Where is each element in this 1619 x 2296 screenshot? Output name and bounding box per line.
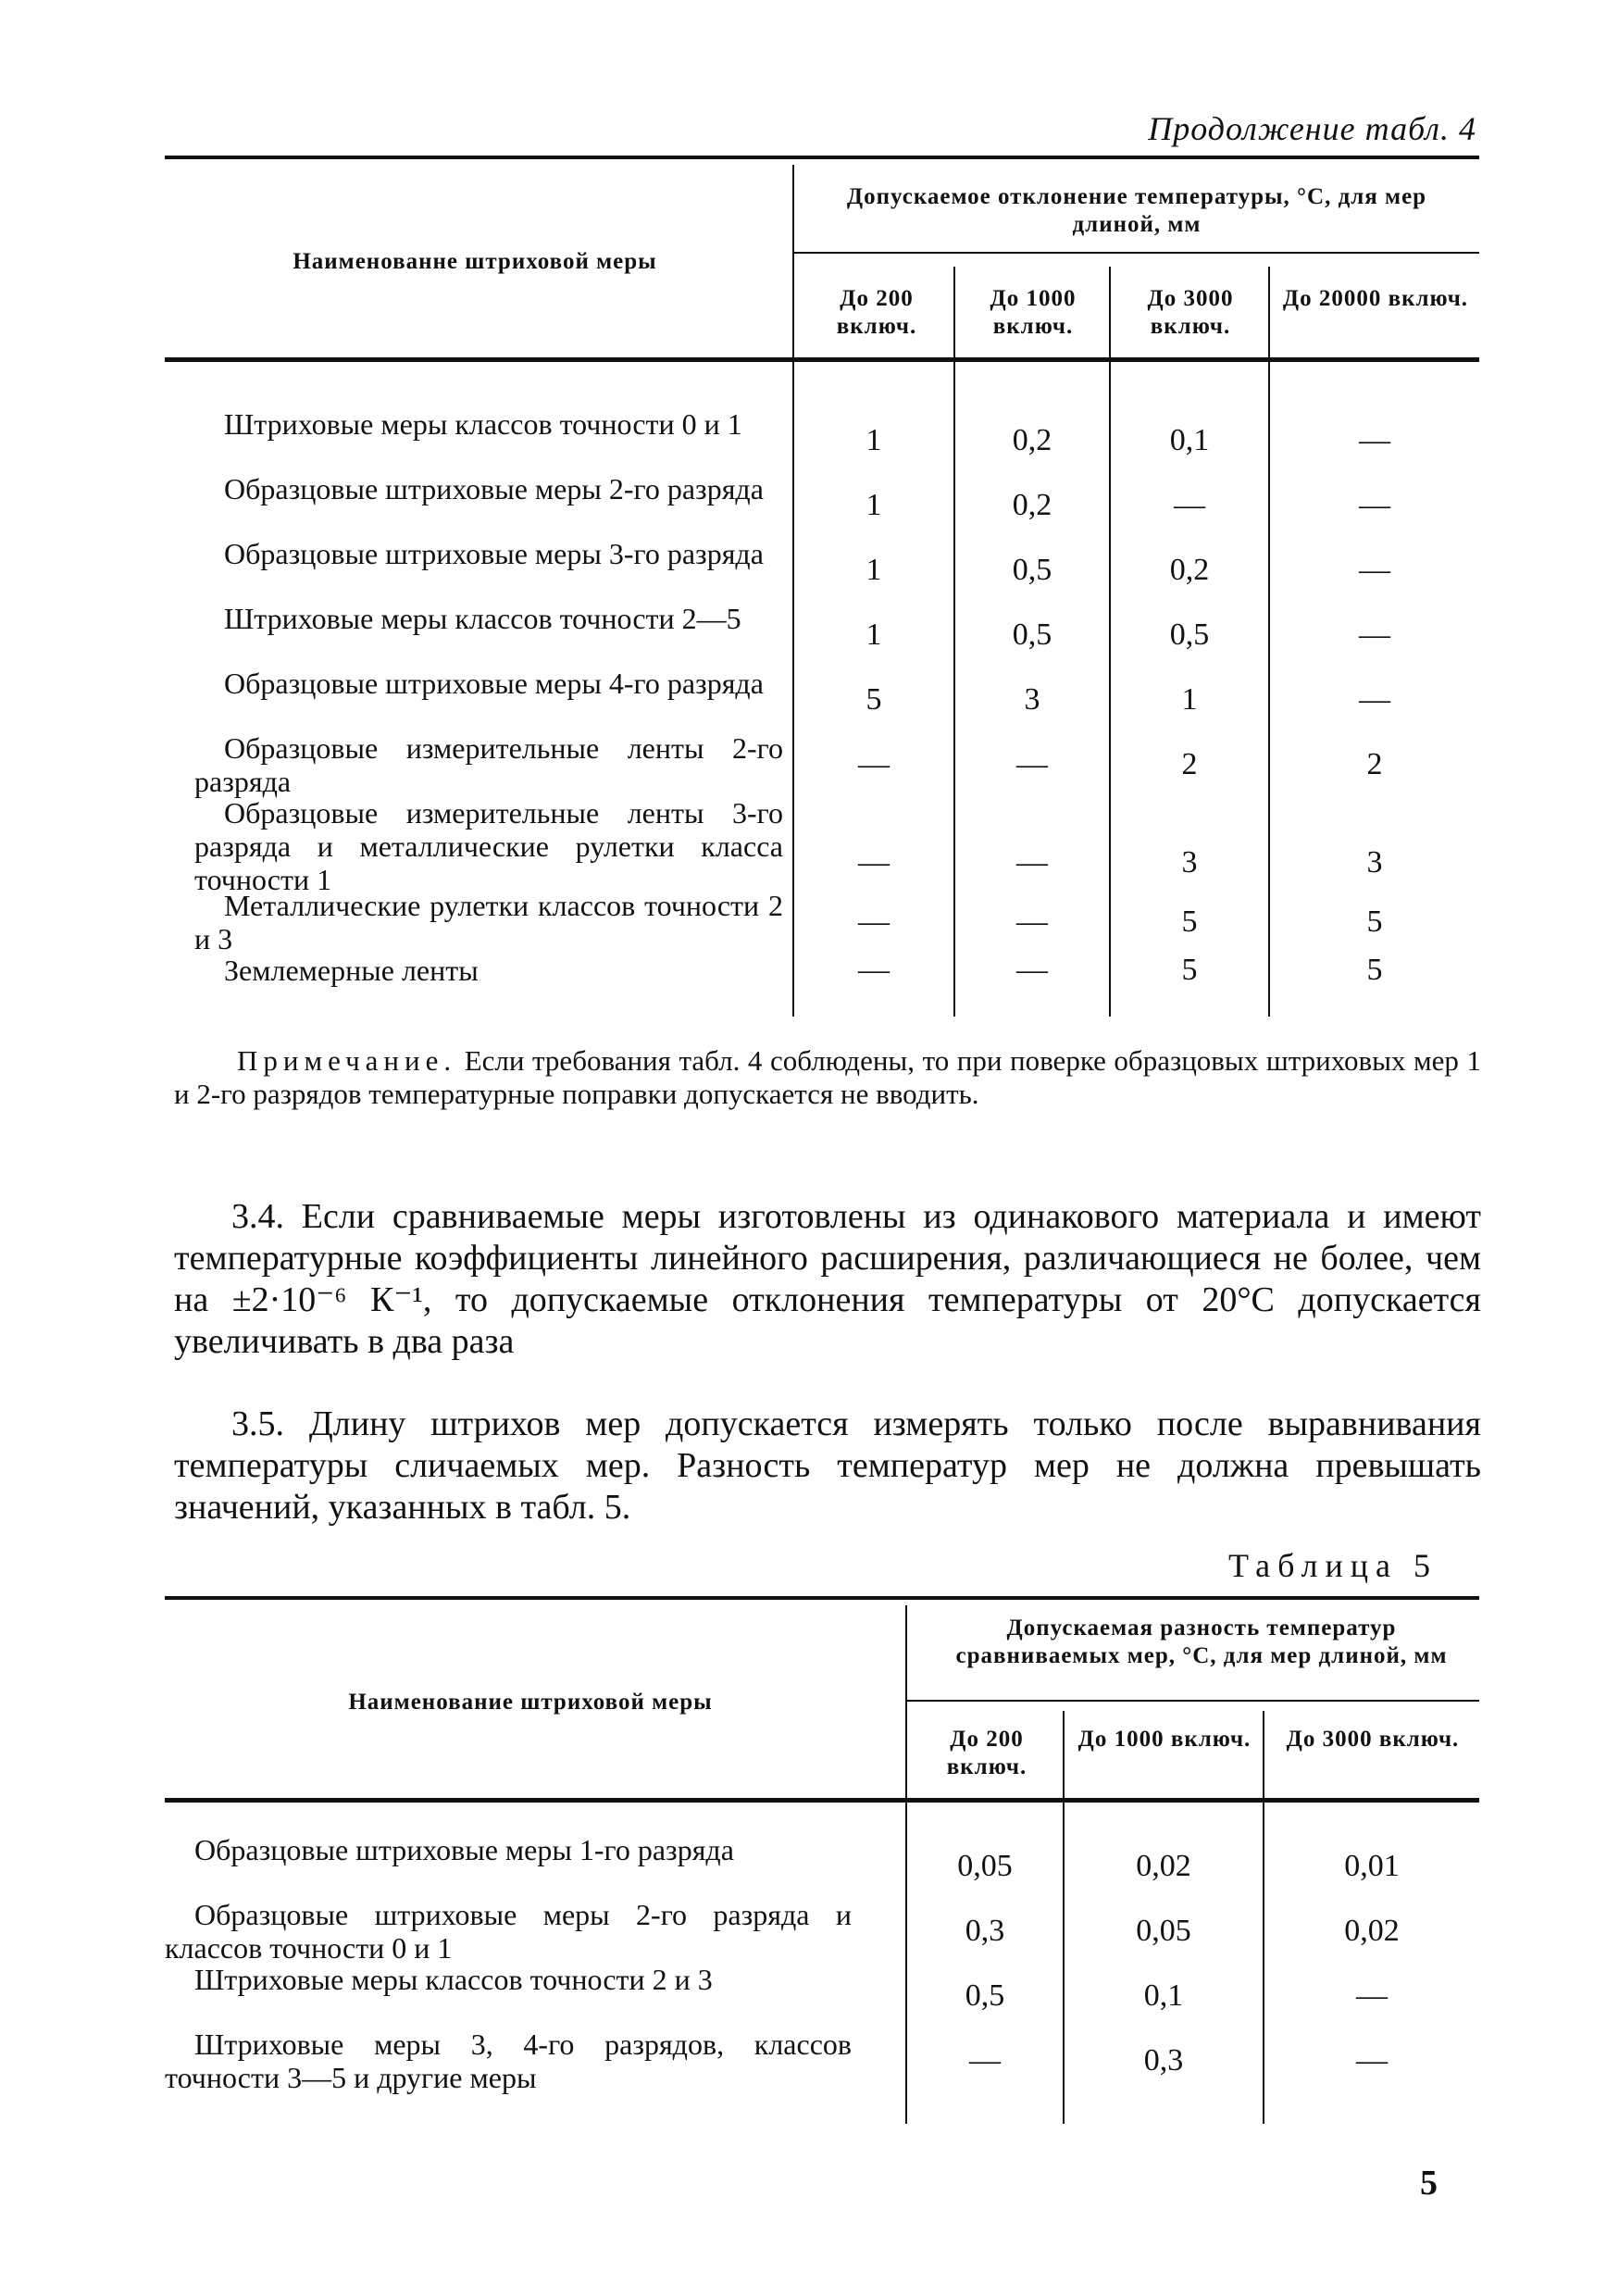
row-name: Штриховые меры классов точности 2 и 3: [194, 1963, 713, 1996]
table-cell: —: [1174, 488, 1205, 522]
table-cell: —: [858, 747, 890, 781]
column-header: До 200 включ.: [836, 286, 917, 339]
table-cell: —: [1016, 747, 1048, 781]
table-cell: —: [1359, 682, 1390, 717]
table-cell: —: [1359, 553, 1390, 587]
note-label: Примечание.: [237, 1044, 457, 1077]
note-text: Если требования табл. 4 соблюдены, то при поверке образцовых штриховых мер 1 и 2-го разрядов температурные поправки допускается не вводить.: [174, 1044, 1481, 1110]
name-column-header: Наименованне штриховой меры: [293, 249, 657, 274]
table-top-rule: [165, 156, 1479, 159]
table-cell: 0,1: [1143, 1978, 1184, 2013]
table-cell: 0,2: [1012, 423, 1052, 457]
table-cell: 0,5: [965, 1978, 1005, 2013]
table-cell: 0,5: [1012, 618, 1052, 652]
page-number: 5: [1420, 2164, 1438, 2202]
group-header-rule: [907, 1700, 1479, 1702]
table-cell: 1: [866, 488, 882, 522]
column-header: До 200 включ.: [946, 1727, 1027, 1779]
column-header: До 3000 включ.: [1286, 1727, 1460, 1752]
paragraph-3-4: 3.4. Если сравниваемые меры изготовлены из одинакового материала и имеют температурные коэффициенты линейного расширения, различающиеся не более, чем на ±2·10⁻⁶ К⁻¹, то допускаемые отклонения температуры от 20°С допускается увеличивать в два раза: [174, 1197, 1481, 1361]
column-divider: [792, 165, 794, 1017]
table-cell: 5: [1366, 953, 1383, 987]
table-cell: 0,05: [957, 1849, 1013, 1883]
table-5-title: Таблица 5: [1228, 1547, 1438, 1584]
table-cell: 5: [1366, 905, 1383, 939]
table-cell: 1: [1181, 682, 1198, 717]
row-name: Образцовые штриховые меры 4-го разряда: [224, 667, 764, 700]
paragraph-3-5: 3.5. Длину штрихов мер допускается измерять только после выравнивания температуры сличаемых мер. Разность температур мер не должна превышать значений, указанных в табл. 5.: [174, 1404, 1481, 1527]
table-cell: 1: [866, 423, 882, 457]
group-header-rule: [794, 252, 1479, 254]
table-cell: —: [1359, 618, 1390, 652]
table-cell: —: [1016, 953, 1048, 987]
table-cell: —: [1359, 423, 1390, 457]
header-bottom-rule: [165, 1798, 1479, 1803]
row-name: Образцовые штриховые меры 3-го разряда: [224, 537, 764, 570]
table-cell: —: [1356, 1978, 1388, 2013]
table-cell: —: [858, 905, 890, 939]
group-column-header: Допускаемая разность температур сравниваемых мер, °С, для мер длиной, мм: [955, 1616, 1448, 1668]
table-top-rule: [165, 1596, 1479, 1600]
table-cell: 0,2: [1169, 553, 1210, 587]
table-cell: 2: [1181, 747, 1198, 781]
row-name: Образцовые штриховые меры 2-го разряда и классов точности 0 и 1: [165, 1898, 852, 1965]
table-5: [165, 1596, 1479, 2129]
table-cell: 0,2: [1012, 488, 1052, 522]
table-cell: 1: [866, 618, 882, 652]
name-column-header: Наименование штриховой меры: [348, 1690, 713, 1715]
group-column-header: Допускаемое отклонение температуры, °С, для мер длиной, мм: [846, 184, 1427, 237]
table-cell: 3: [1366, 845, 1383, 880]
table-cell: 5: [1181, 953, 1198, 987]
column-header: До 3000 включ.: [1147, 286, 1234, 339]
table-cell: 0,05: [1136, 1914, 1191, 1948]
table-cell: 3: [1181, 845, 1198, 880]
row-name: Металлические рулетки классов точности 2 и 3: [194, 889, 783, 955]
row-name: Образцовые штриховые меры 2-го разряда: [224, 472, 764, 505]
table-cell: 0,3: [1143, 2043, 1184, 2078]
table-note: [174, 1044, 1481, 1111]
table-cell: 3: [1024, 682, 1040, 717]
table-cell: 0,3: [965, 1914, 1005, 1948]
column-header: До 1000 включ.: [1077, 1727, 1252, 1752]
table-cell: —: [858, 845, 890, 880]
table-cell: —: [1016, 845, 1048, 880]
table-4: [165, 156, 1479, 1028]
table-cell: —: [969, 2043, 1001, 2078]
table-cell: 0,02: [1136, 1849, 1191, 1883]
row-name: Штриховые меры 3, 4-го разрядов, классов точности 3—5 и другие меры: [165, 2028, 852, 2094]
column-header: До 1000 включ.: [990, 286, 1077, 339]
header-bottom-rule: [165, 357, 1479, 362]
table-cell: 0,5: [1012, 553, 1052, 587]
table-cell: —: [858, 953, 890, 987]
row-name: Землемерные ленты: [224, 954, 479, 987]
row-name: Штриховые меры классов точности 2—5: [224, 602, 741, 635]
table-cell: —: [1356, 2043, 1388, 2078]
column-header: До 20000 включ.: [1282, 286, 1469, 311]
table-cell: 5: [866, 682, 882, 717]
table-cell: 0,1: [1169, 423, 1210, 457]
row-name: Штриховые меры классов точности 0 и 1: [224, 407, 742, 441]
table-cell: 0,02: [1344, 1914, 1400, 1948]
row-name: Образцовые штриховые меры 1-го разряда: [194, 1833, 734, 1866]
table-cell: 5: [1181, 905, 1198, 939]
row-name: Образцовые измерительные ленты 2-го разряда: [194, 731, 783, 798]
table-cell: 0,5: [1169, 618, 1210, 652]
continuation-caption: Продолжение табл. 4: [1148, 110, 1476, 147]
table-cell: 0,01: [1344, 1849, 1400, 1883]
table-cell: —: [1016, 905, 1048, 939]
table-cell: —: [1359, 488, 1390, 522]
table-cell: 1: [866, 553, 882, 587]
row-name: Образцовые измерительные ленты 3-го разряда и металлические рулетки класса точности 1: [194, 796, 783, 896]
table-cell: 2: [1366, 747, 1383, 781]
